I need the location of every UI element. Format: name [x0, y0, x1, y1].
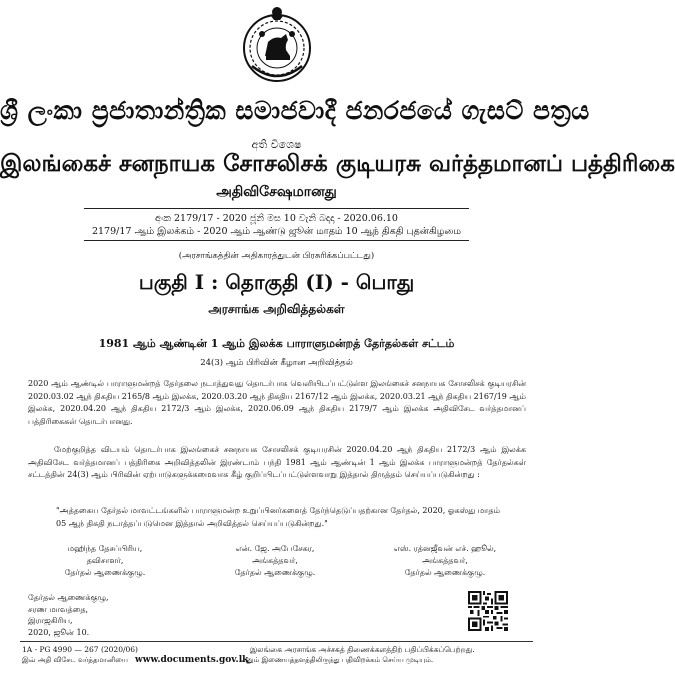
download-note-suffix: எனும் இணையத்தளத்திலிருந்து பதிவிறக்கம் செய்ய முடியும். [240, 656, 434, 664]
print-code: 1A - PG 4990 — 267 (2020/06) [22, 645, 138, 654]
amendment-quote: "அத்தகைய தேர்தல் மாவட்டங்களில் பாராளுமன்ற உறுப்பினர்களைத் தேர்ந்தெடுப்பதற்கான தேர்தல், 2020, ஓகஸ்து மாதம் 05 ஆந் திகதி நடாத்தப்படுமென இத்தால் அறிவித்தல் செய்யப்படுகின்றது." [56, 506, 501, 528]
printed-by-note: இலங்கை அரசாங்க அச்சகத் திணைக்களத்திற் பதிப்பிக்கப்பெற்றது. [250, 645, 475, 654]
act-title: 1981 ஆம் ஆண்டின் 1 ஆம் இலக்க பாராளுமன்றத் தேர்தல்கள் சட்டம் [98, 337, 455, 350]
issue-number-tamil: 2179/17 ஆம் இலக்கம் - 2020 ஆம் ஆண்டு ஜூன் மாதம் 10 ஆந் திகதி புதன்கிழமை [91, 226, 462, 237]
body-paragraph-1: 2020 ஆம் ஆண்டில் பாராளுமன்றத் தேர்தலை நடாத்துவது தொடர்பாக வெளியிடப்பட்டுள்ள இலங்கைச் சனநாயக சோசலிசக் குடியரசின் 2020.03.02 ஆந் திகதிய 2165/8 ஆம் இலக்க, 2020.03.20 ஆந் திகதிய 2167/12 ஆம் இலக்க, 2020.03.21 ஆந் திகதிய 2167/19 ஆம் இலக்க, 2020.04.20 ஆந் திகதிய 2172/3 ஆம் இலக்க, 2020.06.09 ஆந் திகதிய 2179/7 ஆம் இலக்க அதிவிசேட வர்த்தமானப் பத்திரிகைகள் தொடர்பானது. [28, 379, 526, 426]
gazette-title-sinhala: ශ්‍රී ලංකා ප්‍රජාතාන්ත්‍රික සමාජවාදී ජනරජයේ ගැසට් පත්‍රය [0, 96, 590, 125]
download-note-prefix: இவ் அதி விசேட வர்த்தமானியை [22, 656, 128, 664]
issuer-line: தேர்தல் ஆணைக்குழு, [28, 593, 109, 602]
signatory-name: என். ஜே. அபேசேகர, [235, 544, 315, 553]
signatory-role: அங்கத்தவர், [252, 556, 298, 565]
part-heading: பகுதி I : தொகுதி (I) - பொது [138, 270, 415, 294]
published-by-authority: (அரசாங்கத்தின் அதிகாரத்துடன் பிரசுரிக்கப்பட்டது) [178, 251, 375, 261]
signatory-office: தேர்தல் ஆணைக்குழு. [64, 568, 146, 577]
sri-lanka-emblem-icon [238, 4, 316, 88]
section-heading: அரசாங்க அறிவித்தல்கள் [208, 302, 345, 316]
signatory-office: தேர்தல் ஆணைக்குழு. [404, 568, 486, 577]
signature-block [360, 543, 530, 579]
issuer-line: இராஜகிரிய, [28, 616, 73, 625]
signature-block [190, 543, 360, 579]
gazette-title-tamil: இலங்கைச் சனநாயக சோசலிசக் குடியரசு வர்த்தமானப் பத்திரிகை [0, 150, 675, 177]
notice-subtitle: 24(3) ஆம் பிரிவின் கீழான அறிவித்தல் [200, 358, 353, 368]
header-divider-bottom [84, 240, 469, 241]
signatory-name: எஸ். ரத்னஜீவன் எச். ஹூல், [393, 544, 497, 553]
extraordinary-label-sinhala: අති විශෙෂ [251, 138, 302, 151]
signature-block [20, 543, 190, 579]
issue-number-sinhala: අංක 2179/17 - 2020 ජූනි මස 10 වැනි බදාදා - 2020.06.10 [155, 213, 398, 224]
extraordinary-label-tamil: அதிவிசேஷமானது [216, 184, 337, 200]
signatory-office: தேர்தல் ஆணைக்குழு. [234, 568, 316, 577]
signatory-name: மஹிந்த தேசப்பிரிய, [67, 544, 143, 553]
qr-code-icon [468, 591, 508, 631]
footer-divider [20, 641, 533, 642]
signatory-role: தவிசாளர், [86, 556, 124, 565]
issuer-date: 2020, ஜூன் 10. [28, 627, 90, 637]
header-divider-top [84, 208, 469, 209]
issuer-address [28, 592, 109, 638]
issuer-line: சரண மாவத்தை, [28, 604, 89, 614]
documents-website-link[interactable]: www.documents.gov.lk [135, 655, 249, 665]
signatory-role: அங்கத்தவர், [422, 556, 468, 565]
body-paragraph-2: மேற்குறித்த விடயம் தொடர்பாக இலங்கைச் சனநாயக சோசலிசக் குடியரசின் 2020.04.20 ஆந் திகதிய 2172/3 ஆம் இலக்க அதிவிசேட வர்த்தமானப் பத்திரிகை அறிவித்தலின் இரண்டாம் பந்தி 1981 ஆம் ஆண்டின் 1 ஆம் இலக்க பாராளுமன்றத் தேர்தல்கள் சட்டத்தின் 24(3) ஆம் பிரிவின் ஏற்பாடுகளுக்கமைவாக கீழ் குறிப்பிடப்பட்டுள்ளவாறு இத்தால் திருத்தம் செய்யப்படுகின்றது : [28, 445, 526, 479]
